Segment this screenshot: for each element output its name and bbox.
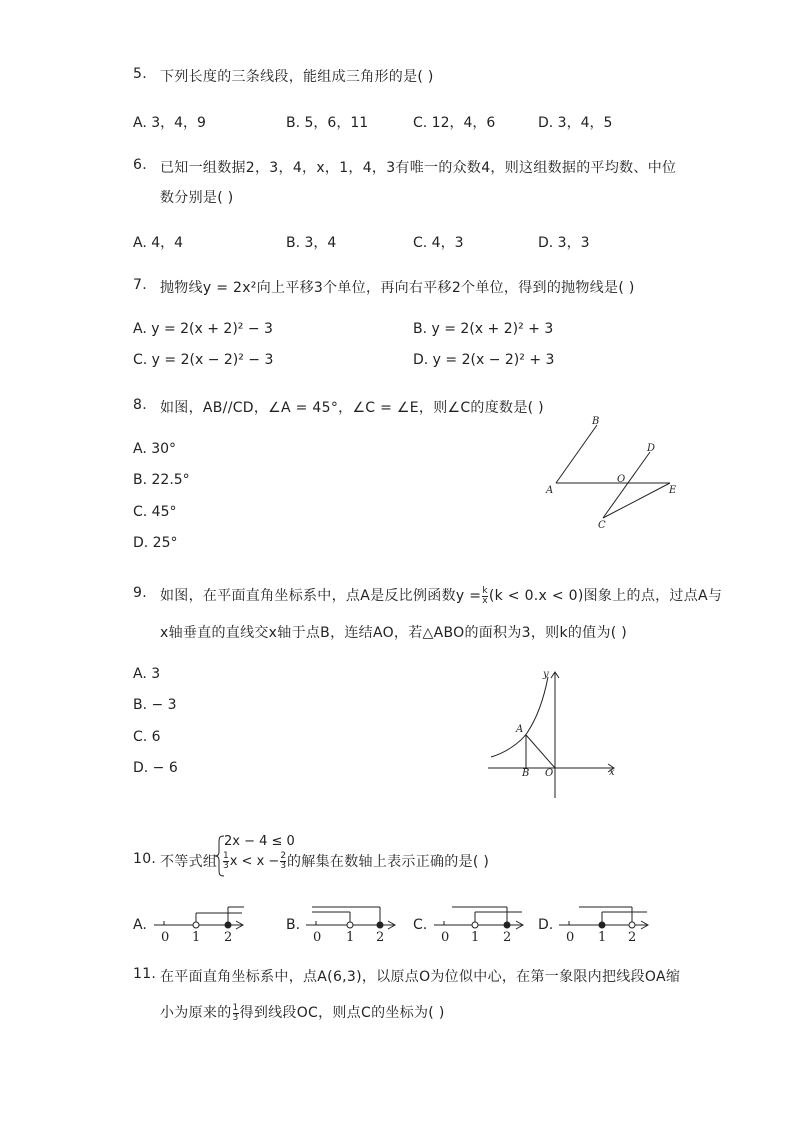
q11-fraction xyxy=(233,1004,239,1023)
q9-option-b: B. − 3 xyxy=(133,697,177,713)
q5-option-a: A. 3，4，9 xyxy=(133,115,206,131)
tick-label-1: 1 xyxy=(346,930,355,944)
q10-numberline-c xyxy=(430,900,530,944)
q8-option-a: A. 30° xyxy=(133,441,177,457)
q10-frac-1 xyxy=(223,852,229,871)
q11-stem-line2-b: 得到线段OC，则点C的坐标为( ) xyxy=(239,1005,445,1021)
q9-stem-line1-b: (k < 0.x < 0)图象上的点，过点A与 xyxy=(488,588,723,604)
q10-frac-2-num: 2 xyxy=(280,851,287,861)
tick-label-2: 2 xyxy=(628,930,637,944)
q9-label-y: y xyxy=(543,669,549,680)
q8-option-c: C. 45° xyxy=(133,504,177,520)
q7-option-b: B. y = 2(x + 2)² + 3 xyxy=(413,321,554,337)
tick-label-1: 1 xyxy=(598,930,607,944)
q9-frac-den: x xyxy=(482,595,488,606)
q11-stem-line2-a: 小为原来的 xyxy=(160,1005,232,1021)
q7-option-a: A. y = 2(x + 2)² − 3 xyxy=(133,321,273,337)
q9-label-b: B xyxy=(522,768,530,779)
q6-stem-line1: 已知一组数据2，3，4，x，1，4，3有唯一的众数4，则这组数据的平均数、中位 xyxy=(160,160,677,176)
q5-stem: 下列长度的三条线段，能组成三角形的是( ) xyxy=(160,69,434,85)
q7-option-d: D. y = 2(x − 2)² + 3 xyxy=(413,352,555,368)
q8-label-d: D xyxy=(647,443,656,454)
q8-stem: 如图，AB//CD，∠A = 45°，∠C = ∠E，则∠C的度数是( ) xyxy=(160,400,544,416)
q9-fraction xyxy=(482,587,488,606)
tick-label-0: 0 xyxy=(441,930,450,944)
q5-option-d: D. 3，4，5 xyxy=(538,115,613,131)
q8-option-d: D. 25° xyxy=(133,535,178,551)
q9-frac-num: k xyxy=(482,585,488,596)
q11-number: 11. xyxy=(133,966,157,982)
tick-label-1: 1 xyxy=(192,930,201,944)
q10-option-b: B. xyxy=(286,917,301,933)
q6-option-b: B. 3，4 xyxy=(286,235,337,251)
q6-option-c: C. 4，3 xyxy=(413,235,464,251)
q10-numberline-a xyxy=(150,900,250,944)
tick-label-0: 0 xyxy=(313,930,322,944)
q10-frac-2 xyxy=(280,852,286,871)
q10-option-c: C. xyxy=(413,917,428,933)
q9-option-c: C. 6 xyxy=(133,729,161,745)
q8-option-b: B. 22.5° xyxy=(133,472,190,488)
q10-frac-1-num: 1 xyxy=(223,851,229,861)
tick-label-0: 0 xyxy=(161,930,170,944)
q10-stem-pre: 不等式组 xyxy=(160,854,218,870)
q11-stem-line2 xyxy=(160,1002,445,1023)
tick-label-0: 0 xyxy=(566,930,575,944)
q10-numberline-d xyxy=(555,900,655,944)
q10-inequality-2 xyxy=(222,852,287,871)
q9-label-a: A xyxy=(516,724,524,735)
q7-stem: 抛物线y = 2x²向上平移3个单位，再向右平移2个单位，得到的抛物线是( ) xyxy=(160,280,635,296)
q8-label-e: E xyxy=(669,485,677,496)
q8-label-b: B xyxy=(592,416,600,427)
q6-option-d: D. 3，3 xyxy=(538,235,590,251)
q11-frac-den: 3 xyxy=(232,1012,239,1023)
q9-figure xyxy=(485,665,620,802)
q10-frac-1-den: 3 xyxy=(223,861,229,871)
q8-number: 8. xyxy=(133,397,147,413)
q8-label-a: A xyxy=(546,485,554,496)
q10-number: 10. xyxy=(133,851,157,867)
q11-stem-line1: 在平面直角坐标系中，点A(6,3)，以原点O为位似中心，在第一象限内把线段OA缩 xyxy=(160,969,681,985)
q6-stem-line2: 数分别是( ) xyxy=(160,190,234,206)
q7-number: 7. xyxy=(133,277,147,293)
tick-label-2: 2 xyxy=(376,930,385,944)
q6-number: 6. xyxy=(133,157,147,173)
q10-numberline-b xyxy=(302,900,402,944)
q5-number: 5. xyxy=(133,66,147,82)
q9-stem-line1 xyxy=(160,585,722,606)
q9-label-x: x xyxy=(609,767,615,778)
q9-label-o: O xyxy=(545,768,554,779)
q10-frac-2-den: 3 xyxy=(280,861,287,871)
tick-label-2: 2 xyxy=(224,930,233,944)
q10-inequality-1: 2x − 4 ≤ 0 xyxy=(224,834,295,849)
q8-figure xyxy=(540,410,690,535)
q9-stem-line2: x轴垂直的直线交x轴于点B，连结AO，若△ABO的面积为3，则k的值为( ) xyxy=(160,625,628,641)
q10-ineq2-mid: x < x − xyxy=(229,854,280,869)
q8-label-o: O xyxy=(617,474,626,485)
q8-label-c: C xyxy=(598,520,606,531)
q6-option-a: A. 4，4 xyxy=(133,235,184,251)
q10-option-a: A. xyxy=(133,917,147,933)
tick-label-1: 1 xyxy=(471,930,480,944)
q10-option-d: D. xyxy=(538,917,554,933)
q10-stem-post: 的解集在数轴上表示正确的是( ) xyxy=(287,854,490,870)
tick-label-2: 2 xyxy=(503,930,512,944)
q7-option-c: C. y = 2(x − 2)² − 3 xyxy=(133,352,274,368)
q9-stem-line1-a: 如图，在平面直角坐标系中，点A是反比例函数y = xyxy=(160,588,482,604)
q9-number: 9. xyxy=(133,585,147,601)
q5-option-c: C. 12，4，6 xyxy=(413,115,496,131)
q9-option-d: D. − 6 xyxy=(133,760,178,776)
q11-frac-num: 1 xyxy=(232,1002,239,1013)
q5-option-b: B. 5，6，11 xyxy=(286,115,369,131)
q9-option-a: A. 3 xyxy=(133,666,161,682)
